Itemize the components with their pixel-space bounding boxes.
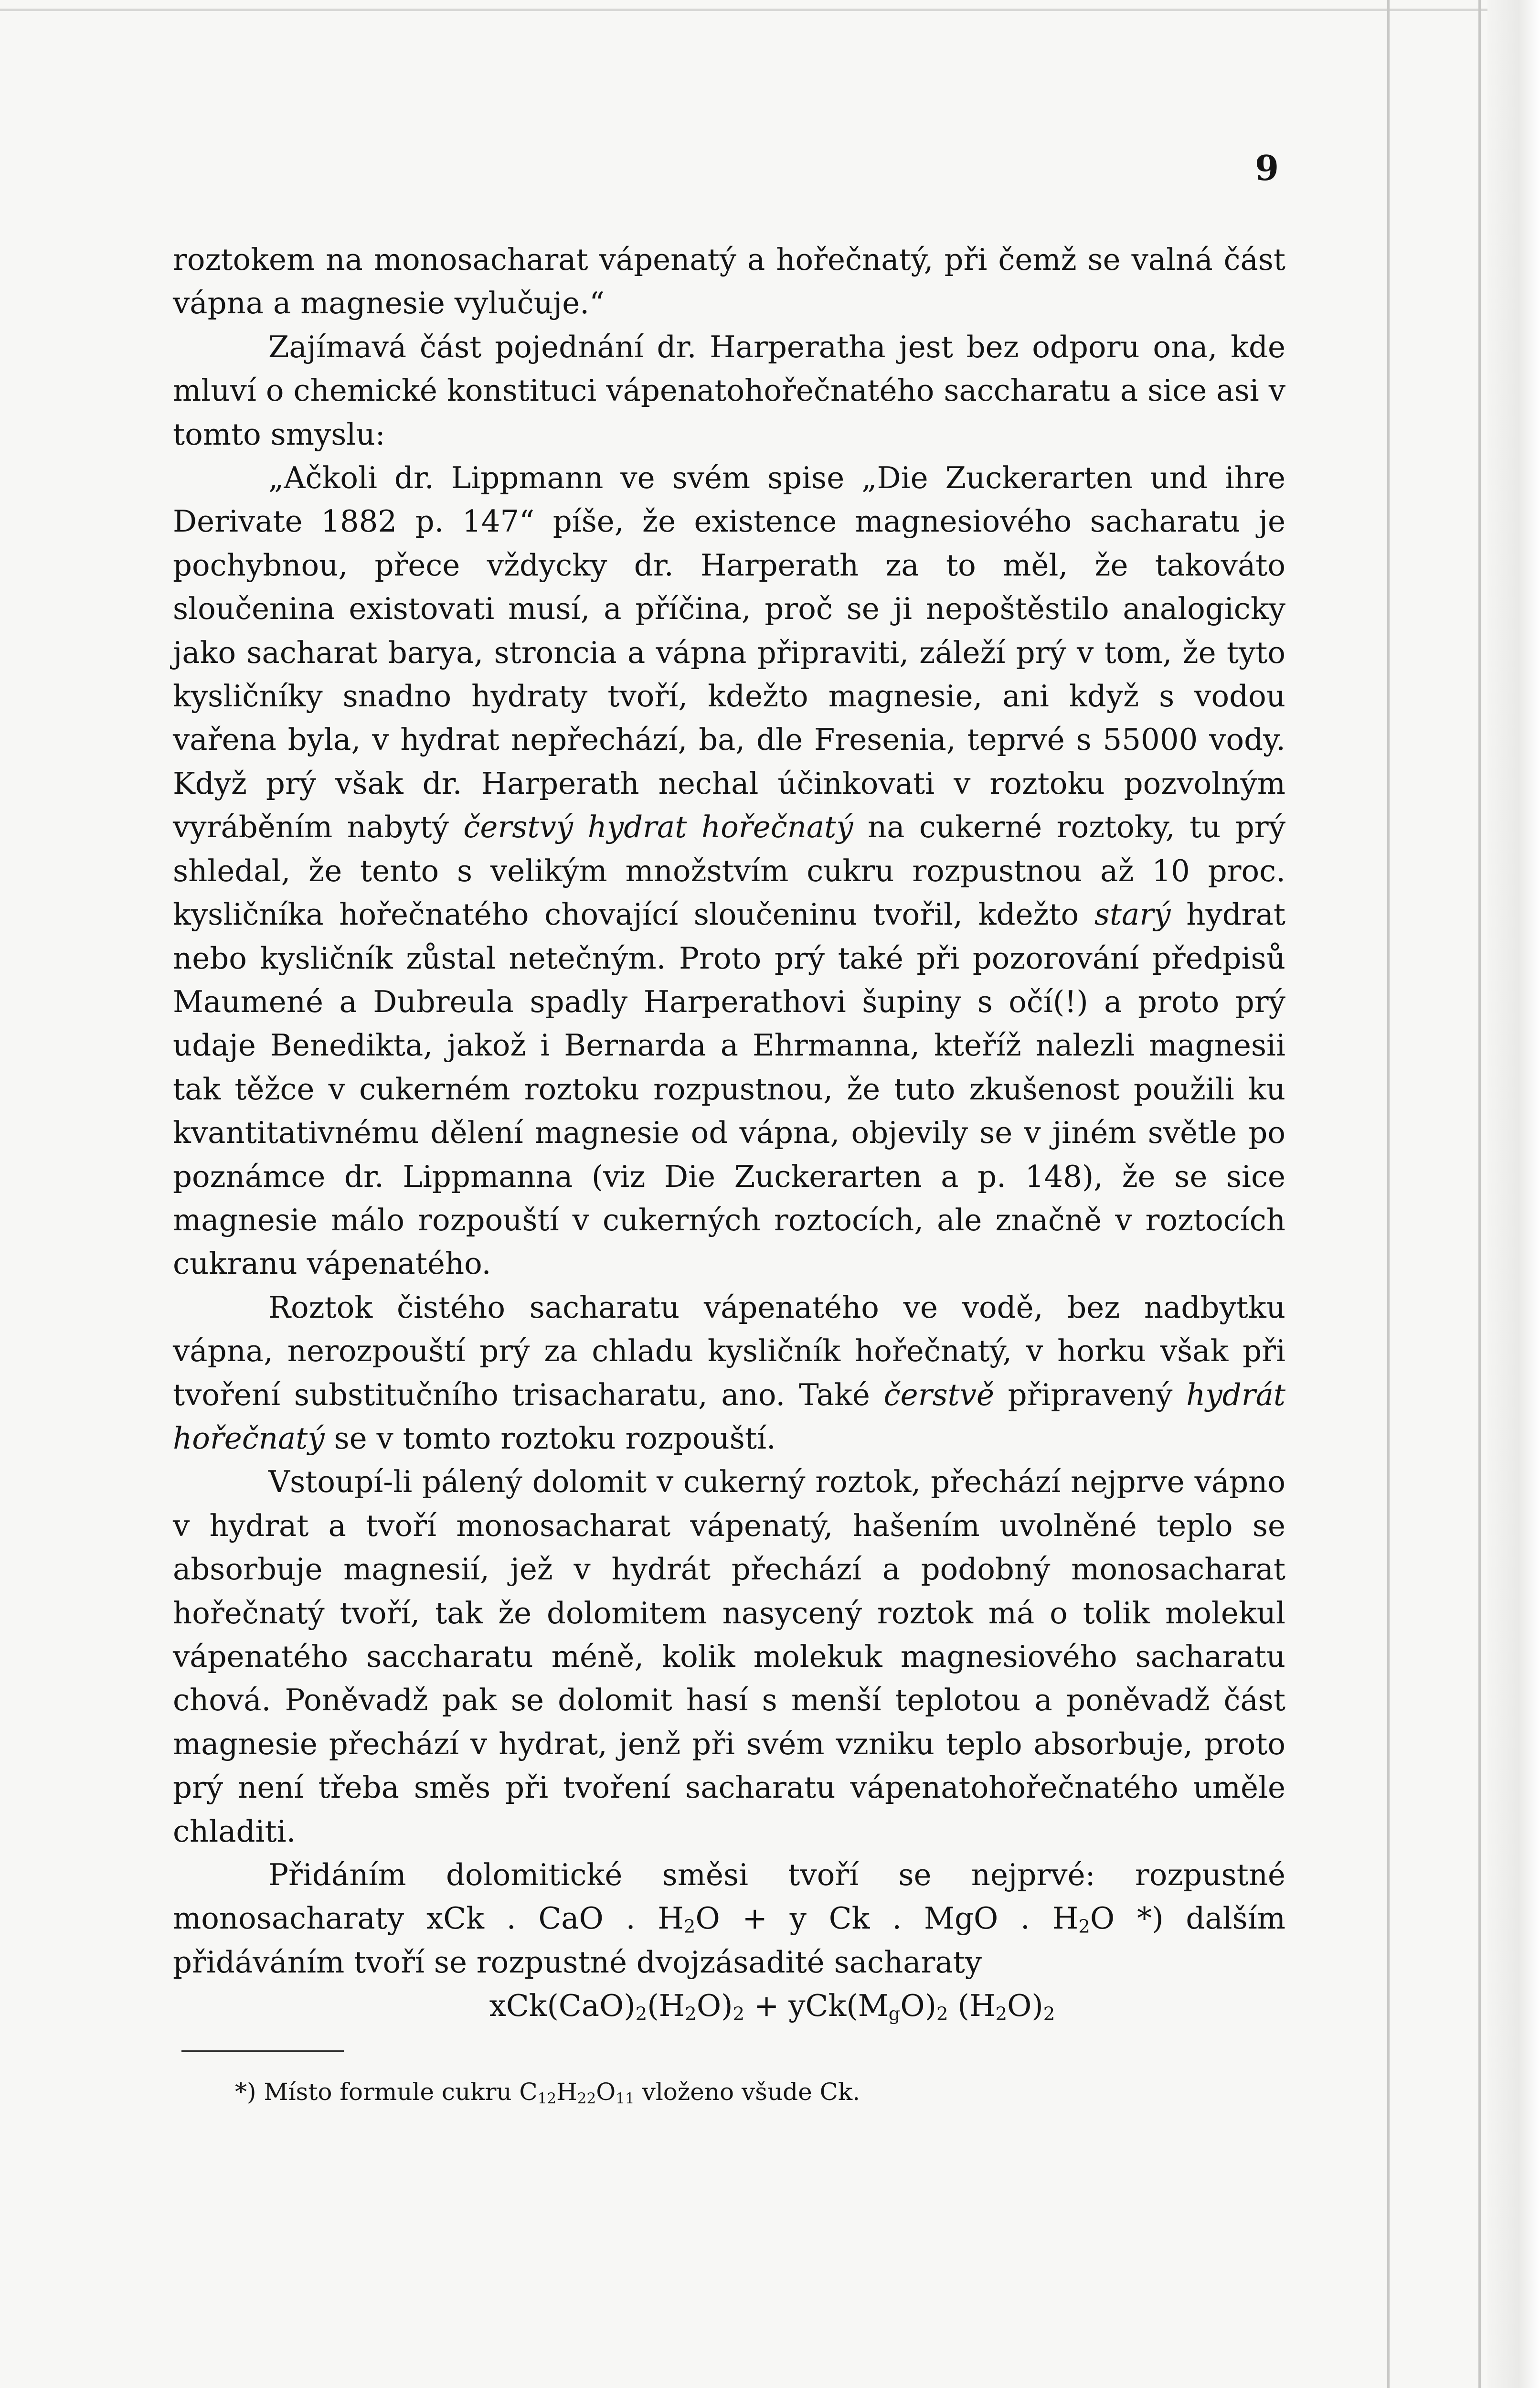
subscript: 22	[577, 2090, 596, 2107]
formula-part: (H	[948, 1988, 996, 2024]
footnote-text: H	[556, 2078, 577, 2106]
footnote-divider	[181, 2050, 344, 2052]
scan-border-top	[0, 9, 1540, 11]
footnote-text: *) Místo formule cukru C	[235, 2078, 538, 2106]
paragraph-3-emphasis-old: starý	[1094, 897, 1171, 932]
paragraph-3-text-b: na cukerné roztoky, tu prý shledal, že tento s velikým množstvím cukru rozpustnou až 10 proc. kysličníka hořečnatého chovající sloučeninu tvořil, kdežto	[173, 810, 1285, 932]
paragraph-5: Vstoupí-li pálený dolomit v cukerný roztok, přechází nejprve vápno v hydrat a tvoří monosacharat vápenatý, hašením uvolněné teplo se absorbuje magnesií, jež v hydrát přechází a podobný monosacharat hořečnatý tvoří, tak že dolomitem nasycený roztok má o tolik molekul vápenatého saccharatu méně, kolik molekuk magnesiového sacharatu chová. Poněvadž pak se dolomit hasí s menší teplotou a poněvadž část magnesie přechází v hydrat, jenž při svém vzniku teplo absorbuje, proto prý není třeba směs při tvoření sacharatu vápenatohořečnatého uměle chladiti.	[173, 1464, 1285, 1849]
paragraph-3	[173, 456, 1285, 1286]
subscript: 2	[1043, 2003, 1055, 2025]
paragraph-4-text-a: Roztok čistého sacharatu vápenatého ve vodě, bez nadbytku vápna, nerozpouští prý za chladu kysličník hořečnatý, v horku však při tvoření substitučního trisacharatu, ano. Také	[173, 1290, 1285, 1412]
paragraph-4	[173, 1286, 1285, 1461]
paragraph-1: roztokem na monosacharat vápenatý a hořečnatý, při čemž se valná část vápna a magnesie vylučuje.“	[173, 242, 1285, 321]
formula-part: O)	[1007, 1988, 1043, 2024]
subscript: 2	[1078, 1916, 1090, 1938]
subscript: 12	[537, 2090, 557, 2107]
paragraph-2: Zajímavá část pojednání dr. Harperatha jest bez odporu ona, kde mluví o chemické konstituci vápenatohořečnatého saccharatu a sice asi v tomto smyslu:	[173, 329, 1285, 452]
paragraph-4-emphasis-hydrate: hydrát hořečnatý	[173, 1377, 1285, 1456]
subscript: 2	[936, 2003, 948, 2025]
formula-part: xCk(CaO)	[489, 1988, 636, 2024]
footnote-text: O	[596, 2078, 616, 2106]
paragraph-4-emphasis-fresh: čerstvě	[883, 1377, 994, 1412]
paragraph-6-text-a: Přidáním dolomitické směsi tvoří se nejprvé: rozpustné monosacharaty xCk . CaO . H	[173, 1857, 1285, 1936]
paragraph-6-text-c: O *) dalším přidáváním tvoří se rozpustné dvojzásadité sacharaty	[173, 1901, 1285, 1980]
subscript: g	[888, 2003, 901, 2025]
paragraph-6-text-b: O + y Ck . MgO . H	[695, 1901, 1079, 1936]
scan-line-right	[1387, 0, 1390, 2388]
footnote-text: vloženo všude Ck.	[634, 2078, 860, 2106]
paragraph-4-text-b: připravený	[1008, 1377, 1173, 1412]
scan-line-right-outer	[1478, 0, 1481, 2388]
formula-part: O)	[696, 1988, 733, 2024]
subscript: 2	[685, 2003, 697, 2025]
paragraph-3-emphasis-fresh-hydrate: čerstvý hydrat hořečnatý	[463, 810, 853, 845]
paragraph-3-text-c: hydrat nebo kysličník zůstal netečným. Proto prý také při pozorování předpisů Maumené a Dubreula spadly Harperathovi šupiny s očí(!) a proto prý udaje Benedikta, jakož i Bernarda a Ehrmanna, kteříž nalezli magnesii tak těžce v cukerném roztoku rozpustnou, že tuto zkušenost použili ku kvantitativnému dělení magnesie od vápna, objevily se v jiném světle po poznámce dr. Lippmanna (viz Die Zuckerarten a p. 148), že se sice magnesie málo rozpouští v cukerných roztocích, ale značně v roztocích cukranu vápenatého.	[173, 897, 1286, 1281]
paragraph-6	[173, 1853, 1285, 1984]
subscript: 2	[733, 2003, 745, 2025]
subscript: 2	[995, 2003, 1008, 2025]
subscript: 2	[635, 2003, 648, 2025]
chemical-formula	[173, 1984, 1285, 2027]
formula-part: + yCk(M	[744, 1988, 889, 2024]
formula-part: O)	[900, 1988, 937, 2024]
subscript: 2	[683, 1916, 696, 1938]
paragraph-4-text-c: se v tomto roztoku rozpouští.	[334, 1420, 776, 1456]
scan-edge-right	[1487, 0, 1540, 2388]
page-number: 9	[1255, 148, 1279, 188]
subscript: 11	[616, 2090, 635, 2107]
footnote	[235, 2075, 1238, 2109]
body-text	[173, 238, 1285, 2028]
formula-part: (H	[647, 1988, 685, 2024]
paragraph-3-text-a: „Ačkoli dr. Lippmann ve svém spise „Die Zuckerarten und ihre Derivate 1882 p. 147“ píše, že existence magnesiového sacharatu je pochybnou, přece vždycky dr. Harperath za to měl, že takováto sloučenina existovati musí, a příčina, proč se ji nepoštěstilo analogicky jako sacharat barya, stroncia a vápna připraviti, záleží prý v tom, že tyto kysličníky snadno hydraty tvoří, kdežto magnesie, ani když s vodou vařena byla, v hydrat nepřechází, ba, dle Fresenia, teprvé s 55000 vody. Když prý však dr. Harperath nechal účinkovati v roztoku pozvolným vyráběním nabytý	[173, 460, 1285, 845]
